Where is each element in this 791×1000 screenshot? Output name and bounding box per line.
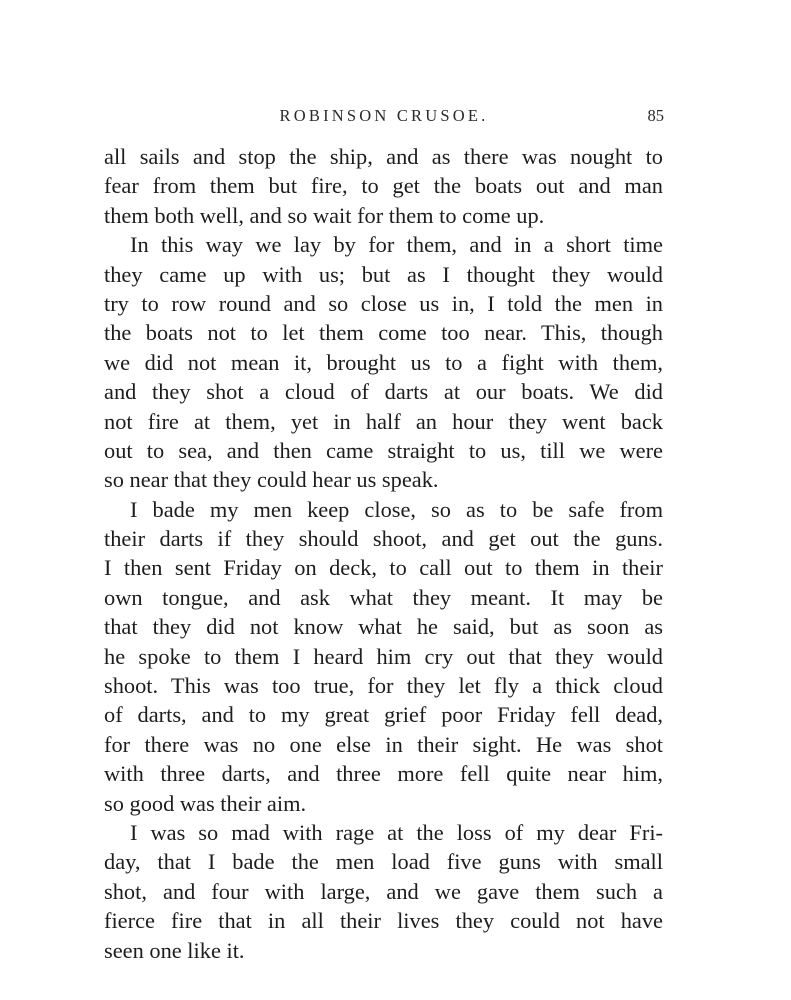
page-number: 85 [647,106,664,125]
text-line: day, that I bade the men load five guns with small [104,849,663,875]
text-line: fierce fire that in all their lives they could not have [104,908,663,934]
text-line: so good was their aim. [104,790,307,816]
text-line: In this way we lay by for them, and in a short time [130,232,663,258]
text-line: so near that they could hear us speak. [104,467,439,493]
text-line: their darts if they should shoot, and get out the guns. [104,526,663,552]
text-line: that they did not know what he said, but as soon as [104,614,663,640]
text-line: fear from them but fire, to get the boats out and man [104,173,663,199]
text-line: and they shot a cloud of darts at our boats. We did [104,379,663,405]
paragraph-1 [104,142,663,230]
text-line: we did not mean it, brought us to a fight with them, [104,349,663,375]
paragraph-3 [104,495,663,818]
text-column [104,142,663,965]
text-line: the boats not to let them come too near. This, though [104,320,663,346]
text-line: he spoke to them I heard him cry out that they would [104,643,663,669]
text-line: all sails and stop the ship, and as there was nought to [104,144,663,169]
text-line: I bade my men keep close, so as to be safe from [130,496,663,522]
text-line: they came up with us; but as I thought they would [104,261,663,287]
text-line: own tongue, and ask what they meant. It may be [104,584,663,610]
text-line: of darts, and to my great grief poor Friday fell dead, [104,702,663,728]
text-line: I then sent Friday on deck, to call out to them in their [104,555,663,581]
text-line: out to sea, and then came straight to us, till we were [104,437,663,463]
text-line: try to row round and so close us in, I told the men in [104,290,663,316]
running-head [104,104,664,128]
text-line: I was so mad with rage at the loss of my dear Fri- [130,819,663,845]
text-line: shot, and four with large, and we gave them such a [104,878,663,904]
paragraph-2 [104,230,663,495]
text-line: for there was no one else in their sight. He was shot [104,731,663,757]
paragraph-4 [104,818,663,965]
text-line: not fire at them, yet in half an hour they went back [104,408,663,434]
text-line: them both well, and so wait for them to come up. [104,202,545,228]
text-line: seen one like it. [104,937,245,963]
running-title: ROBINSON CRUSOE. [279,106,489,125]
text-line: with three darts, and three more fell quite near him, [104,761,663,787]
text-line: shoot. This was too true, for they let fly a thick cloud [104,673,663,699]
